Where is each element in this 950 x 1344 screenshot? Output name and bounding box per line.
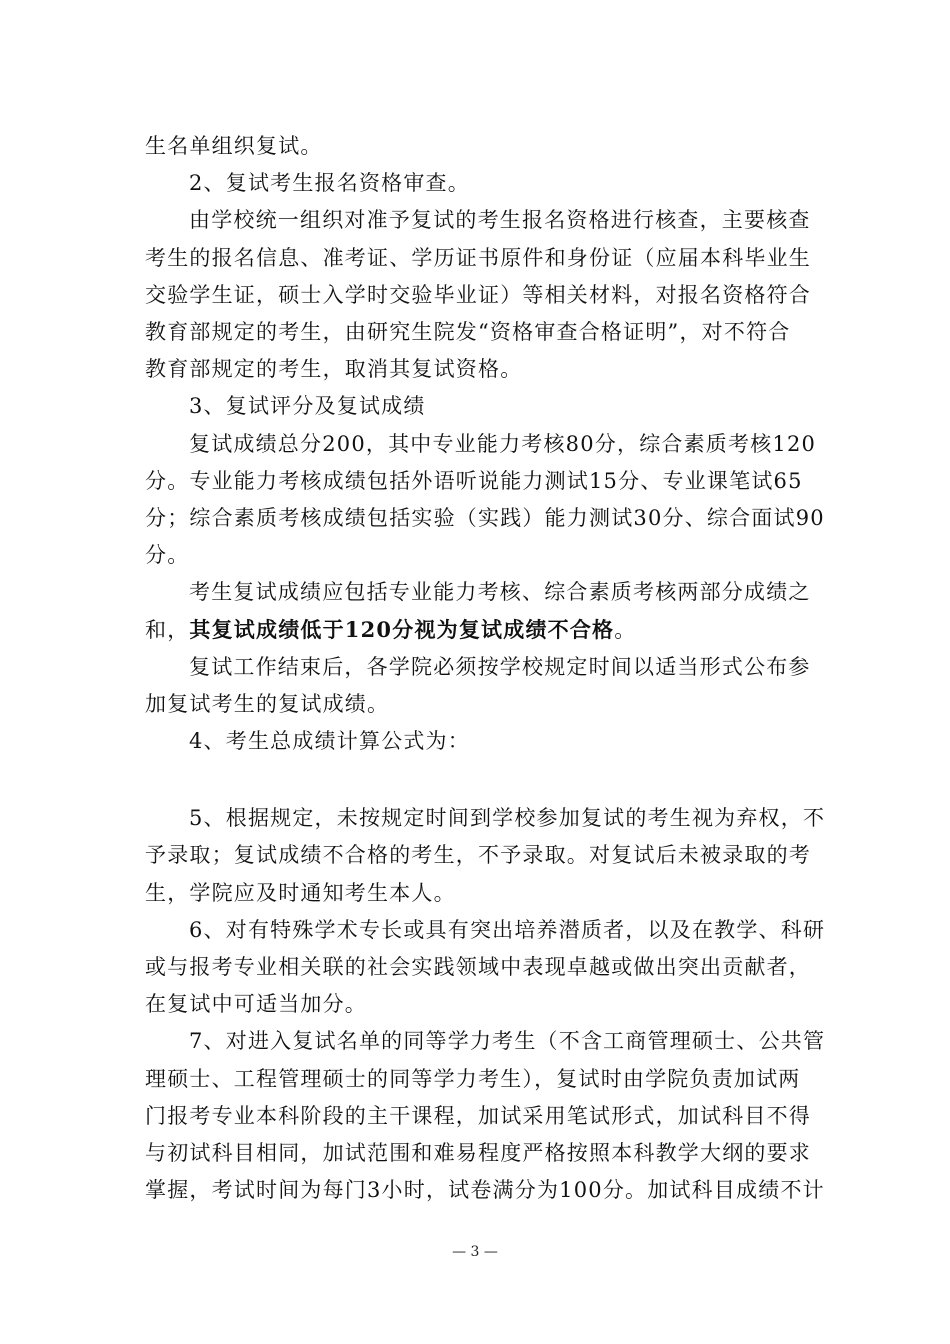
text-line: 教育部规定的考生，取消其复试资格。 xyxy=(145,357,523,382)
text-line: 由学校统一组织对准予复试的考生报名资格进行核查，主要核查 xyxy=(189,208,811,233)
text-line: 在复试中可适当加分。 xyxy=(145,992,367,1017)
text-line: 分。专业能力考核成绩包括外语听说能力测试15分、专业课笔试65 xyxy=(145,468,803,493)
text-line: 予录取；复试成绩不合格的考生，不予录取。对复试后未被录取的考 xyxy=(145,843,811,868)
page-number: — 3 — xyxy=(452,1244,498,1260)
text-line: 生名单组织复试。 xyxy=(145,134,323,158)
section-heading: 3、复试评分及复试成绩 xyxy=(189,394,426,419)
text-line: 复试成绩总分200，其中专业能力考核80分，综合素质考核120 xyxy=(189,431,817,456)
text-line: 考生复试成绩应包括专业能力考核、综合素质考核两部分成绩之 xyxy=(189,580,811,605)
text-line xyxy=(145,611,810,648)
text-line: 或与报考专业相关联的社会实践领域中表现卓越或做出突出贡献者， xyxy=(145,954,811,979)
score-formula xyxy=(145,760,810,800)
text-line: 掌握，考试时间为每门3小时，试卷满分为100分。加试科目成绩不计 xyxy=(145,1178,825,1203)
text-line: 加复试考生的复试成绩。 xyxy=(145,691,390,716)
text-line: 交验学生证，硕士入学时交验毕业证）等相关材料，对报名资格符合 xyxy=(145,282,811,307)
body-text xyxy=(145,128,826,1209)
text-line: 6、对有特殊学术专长或具有突出培养潜质者，以及在教学、科研 xyxy=(189,917,826,942)
text-line: 复试工作结束后，各学院必须按学校规定时间以适当形式公布参 xyxy=(189,654,811,679)
text-line: 生，学院应及时通知考生本人。 xyxy=(145,880,456,905)
text-line: 分；综合素质考核成绩包括实验（实践）能力测试30分、综合面试90 xyxy=(145,505,825,530)
text-fragment: 。 xyxy=(614,618,637,643)
section-heading: 2、复试考生报名资格审查。 xyxy=(189,171,470,196)
text-line: 分。 xyxy=(145,543,190,568)
text-line: 7、对进入复试名单的同等学力考生（不含工商管理硕士、公共管 xyxy=(189,1029,826,1054)
text-line: 考生的报名信息、准考证、学历证书原件和身份证（应届本科毕业生 xyxy=(145,245,811,270)
text-fragment: 和， xyxy=(145,618,190,643)
text-line: 5、根据规定，未按规定时间到学校参加复试的考生视为弃权，不 xyxy=(189,806,826,831)
text-line: 教育部规定的考生，由研究生院发“资格审查合格证明”，对不符合 xyxy=(145,319,791,344)
text-line: 与初试科目相同，加试范围和难易程度严格按照本科教学大纲的要求 xyxy=(145,1140,811,1165)
bold-emphasis: 其复试成绩低于120分视为复试成绩不合格 xyxy=(189,617,615,643)
section-heading: 4、考生总成绩计算公式为： xyxy=(189,729,470,753)
text-line: 理硕士、工程管理硕士的同等学力考生），复试时由学院负责加试两 xyxy=(145,1066,801,1091)
text-line: 门报考专业本科阶段的主干课程，加试采用笔试形式，加试科目不得 xyxy=(145,1103,811,1128)
